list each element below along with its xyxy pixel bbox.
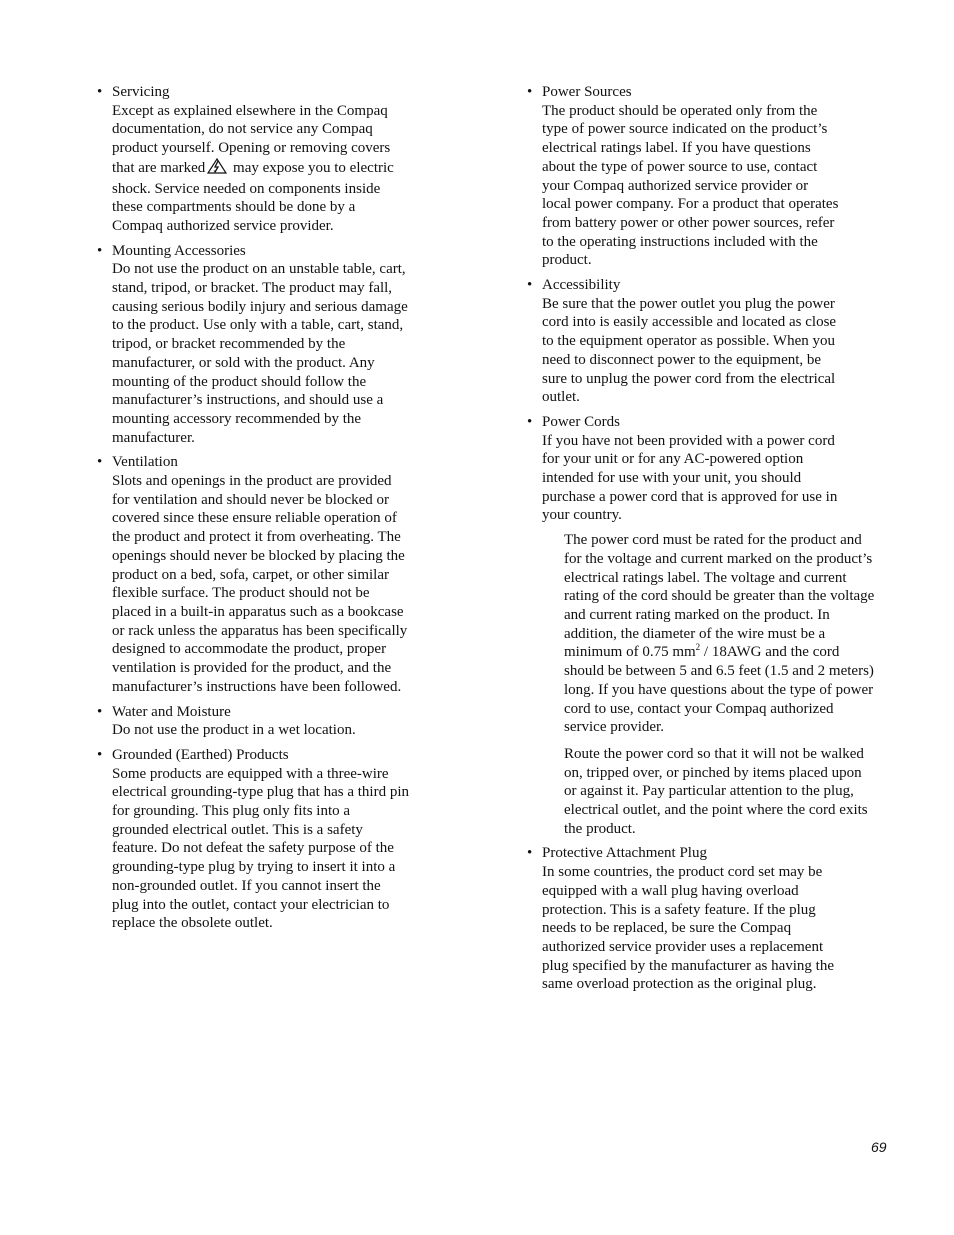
item-title: Ventilation bbox=[112, 454, 178, 471]
list-item-ventilation bbox=[97, 453, 427, 696]
body-text: may expose you to electric shock. Service needed on components inside these compartments should be done by a Compaq authorized service provider. bbox=[112, 159, 394, 234]
paragraph-text: The power cord must be rated for the product and for the voltage and current marked on the product’s electrical ratings label. The voltage and current rating of the cord should be greater than the voltage and current rating marked on the product. In addition, the diameter of the wire must be a minimum of 0.75 mm bbox=[564, 532, 875, 661]
item-title: Accessibility bbox=[542, 277, 621, 294]
bullet-icon: • bbox=[527, 413, 533, 430]
bullet-icon: • bbox=[97, 242, 103, 259]
item-title: Water and Moisture bbox=[112, 703, 231, 720]
item-body: Do not use the product on an unstable table, cart, stand, tripod, or bracket. The product may fall, causing serious bodily injury and serious damage to the product. Use only with a table, cart, stand, tripod, or bracket recommended by the manufacturer, or sold with the product. Any mounting of the product should follow the manufacturer’s instructions, and should use a mounting accessory recommended by the manufacturer. bbox=[112, 261, 408, 446]
bullet-icon: • bbox=[527, 277, 533, 294]
item-body: Do not use the product in a wet location. bbox=[112, 722, 356, 739]
bullet-icon: • bbox=[97, 454, 103, 471]
list-item-grounded-products bbox=[97, 746, 427, 933]
electric-shock-warning-icon bbox=[207, 158, 227, 180]
list-item-power-cords bbox=[527, 413, 877, 838]
page-number: 69 bbox=[871, 1139, 887, 1155]
item-body: Be sure that the power outlet you plug the power cord into is easily accessible and located as close to the equipment operator as possible. When you need to disconnect power to the equipment, be sure to unplug the power cord from the electrical outlet. bbox=[542, 295, 837, 406]
item-body: Slots and openings in the product are provided for ventilation and should never be blocked or covered since these ensure reliable operation of the product and protect it from overheating. The openings should never be blocked by placing the product on a bed, sofa, carpet, or other similar flexible surface. The product should not be placed in a built-in apparatus such as a bookcase or rack unless the apparatus has been specifically designed to accommodate the product, proper ventilation is provided for the product, and the manufacturer’s instructions have been followed. bbox=[112, 473, 408, 695]
power-cord-rating-paragraph bbox=[564, 531, 877, 737]
list-item-power-sources bbox=[527, 83, 877, 270]
item-body: Some products are equipped with a three-wire electrical grounding-type plug that has a third pin for grounding. This plug only fits into a grounded electrical outlet. This is a safety feature. Do not defeat the safety purpose of the grounding-type plug by trying to insert it into a non-grounded outlet. If you cannot insert the plug into the outlet, contact your electrician to replace the obsolete outlet. bbox=[112, 765, 409, 932]
bullet-icon: • bbox=[527, 84, 533, 100]
list-item-water-and-moisture bbox=[97, 703, 427, 740]
paragraph-text: / 18AWG and the cord should be between 5 and 6.5 feet (1.5 and 2 meters) long. If you have questions about the type of power cord to use, contact your Compaq authorized service provider. bbox=[564, 644, 874, 736]
item-title: Power Sources bbox=[542, 84, 632, 100]
item-title: Power Cords bbox=[542, 413, 620, 430]
bullet-icon: • bbox=[97, 84, 103, 100]
item-body: In some countries, the product cord set may be equipped with a wall plug having overload protection. This is a safety feature. If the plug needs to be replaced, be sure the Compaq authorized service provider uses a replacement plug specified by the manufacturer as having the same overload protection as the original plug. bbox=[542, 864, 834, 993]
item-title: Protective Attachment Plug bbox=[542, 845, 707, 862]
list-item-accessibility bbox=[527, 276, 877, 407]
body-text: Except as explained elsewhere in the Compaq documentation, do not service any Compaq product yourself. Opening or removing covers that are marked bbox=[112, 102, 391, 176]
list-item-mounting-accessories bbox=[97, 242, 427, 448]
bullet-icon: • bbox=[97, 746, 103, 763]
left-column bbox=[97, 83, 427, 939]
power-cord-routing-paragraph: Route the power cord so that it will not be walked on, tripped over, or pinched by items placed upon or against it. Pay particular attention to the plug, electrical outlet, and the point where the cord exits the product. bbox=[564, 745, 868, 837]
item-body: If you have not been provided with a power cord for your unit or for any AC-powered option intended for use with your unit, you should purchase a power cord that is approved for use in your country. bbox=[542, 432, 838, 524]
item-title: Grounded (Earthed) Products bbox=[112, 746, 289, 763]
list-item-servicing bbox=[97, 83, 427, 236]
item-title: Servicing bbox=[112, 84, 170, 100]
superscript: 2 bbox=[695, 642, 701, 653]
item-title: Mounting Accessories bbox=[112, 242, 246, 259]
bullet-icon: • bbox=[527, 845, 533, 862]
right-column bbox=[527, 83, 877, 1000]
bullet-icon: • bbox=[97, 703, 103, 720]
item-body bbox=[112, 102, 427, 236]
item-body: The product should be operated only from the type of power source indicated on the product’s electrical ratings label. If you have questions about the type of power source to use, contact your Compaq authorized service provider or local power company. For a product that operates from battery power or other power sources, refer to the operating instructions included with the product. bbox=[542, 102, 839, 269]
list-item-protective-attachment-plug bbox=[527, 844, 877, 994]
